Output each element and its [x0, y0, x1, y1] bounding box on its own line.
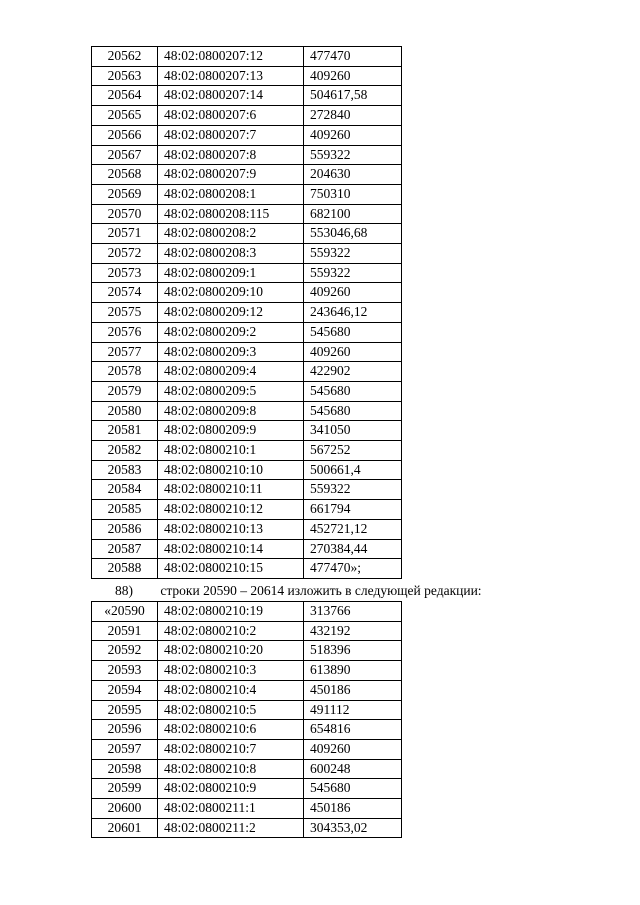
- cadastral-value-cell: 504617,58: [304, 86, 402, 106]
- cadastral-number-cell: 48:02:0800210:3: [158, 661, 304, 681]
- cadastral-value-cell: 553046,68: [304, 224, 402, 244]
- row-number-cell: 20601: [92, 818, 158, 838]
- table-row: [92, 47, 402, 67]
- cadastral-value-cell: 491112: [304, 700, 402, 720]
- cadastral-value-cell: 545680: [304, 401, 402, 421]
- cadastral-value-cell: 613890: [304, 661, 402, 681]
- table-row: [92, 244, 402, 264]
- cadastral-value-cell: 559322: [304, 244, 402, 264]
- cadastral-number-cell: 48:02:0800207:9: [158, 165, 304, 185]
- row-number-cell: 20587: [92, 539, 158, 559]
- table-row: [92, 145, 402, 165]
- row-number-cell: 20600: [92, 799, 158, 819]
- cadastral-value-cell: 450186: [304, 680, 402, 700]
- cadastral-value-cell: 559322: [304, 263, 402, 283]
- table-row: [92, 739, 402, 759]
- table-row: [92, 700, 402, 720]
- cadastral-value-cell: 304353,02: [304, 818, 402, 838]
- cadastral-value-cell: 422902: [304, 362, 402, 382]
- cadastral-value-cell: 270384,44: [304, 539, 402, 559]
- row-number-cell: 20578: [92, 362, 158, 382]
- cadastral-number-cell: 48:02:0800210:10: [158, 460, 304, 480]
- cadastral-number-cell: 48:02:0800210:7: [158, 739, 304, 759]
- cadastral-number-cell: 48:02:0800210:13: [158, 519, 304, 539]
- row-number-cell: 20579: [92, 381, 158, 401]
- table-row: [92, 539, 402, 559]
- cadastral-value-cell: 409260: [304, 66, 402, 86]
- cadastral-value-cell: 272840: [304, 106, 402, 126]
- row-number-cell: 20593: [92, 661, 158, 681]
- row-number-cell: 20568: [92, 165, 158, 185]
- table-row: [92, 559, 402, 579]
- table-row: [92, 602, 402, 622]
- table-row: [92, 621, 402, 641]
- cadastral-number-cell: 48:02:0800207:7: [158, 125, 304, 145]
- table-row: [92, 759, 402, 779]
- cadastral-value-cell: 409260: [304, 283, 402, 303]
- cadastral-number-cell: 48:02:0800209:4: [158, 362, 304, 382]
- cadastral-value-cell: 559322: [304, 480, 402, 500]
- table-row: [92, 342, 402, 362]
- table-row: [92, 441, 402, 461]
- cadastral-number-cell: 48:02:0800208:1: [158, 184, 304, 204]
- table-row: [92, 421, 402, 441]
- table-row: [92, 460, 402, 480]
- row-number-cell: 20588: [92, 559, 158, 579]
- cadastral-value-cell: 654816: [304, 720, 402, 740]
- row-number-cell: 20597: [92, 739, 158, 759]
- cadastral-value-cell: 750310: [304, 184, 402, 204]
- table-body: [92, 47, 402, 579]
- row-number-cell: 20598: [92, 759, 158, 779]
- row-number-cell: 20574: [92, 283, 158, 303]
- row-number-cell: 20564: [92, 86, 158, 106]
- table-row: [92, 66, 402, 86]
- table-row: [92, 500, 402, 520]
- cadastral-value-cell: 600248: [304, 759, 402, 779]
- table-row: [92, 680, 402, 700]
- cadastral-number-cell: 48:02:0800211:2: [158, 818, 304, 838]
- cadastral-number-cell: 48:02:0800207:13: [158, 66, 304, 86]
- table-row: [92, 799, 402, 819]
- cadastral-number-cell: 48:02:0800207:12: [158, 47, 304, 67]
- table-body: [92, 602, 402, 838]
- cadastral-value-cell: 545680: [304, 381, 402, 401]
- row-number-cell: 20592: [92, 641, 158, 661]
- table-row: [92, 818, 402, 838]
- cadastral-number-cell: 48:02:0800209:1: [158, 263, 304, 283]
- row-number-cell: 20582: [92, 441, 158, 461]
- cadastral-value-cell: 545680: [304, 779, 402, 799]
- row-number-cell: 20567: [92, 145, 158, 165]
- row-number-cell: 20586: [92, 519, 158, 539]
- row-number-cell: 20575: [92, 303, 158, 323]
- cadastral-value-cell: 500661,4: [304, 460, 402, 480]
- cadastral-value-cell: 204630: [304, 165, 402, 185]
- cadastral-value-cell: 243646,12: [304, 303, 402, 323]
- cadastral-number-cell: 48:02:0800209:10: [158, 283, 304, 303]
- row-number-cell: 20569: [92, 184, 158, 204]
- table-row: [92, 720, 402, 740]
- cadastral-value-cell: 452721,12: [304, 519, 402, 539]
- row-number-cell: 20599: [92, 779, 158, 799]
- cadastral-number-cell: 48:02:0800208:2: [158, 224, 304, 244]
- cadastral-value-cell: 477470: [304, 47, 402, 67]
- table-row: [92, 779, 402, 799]
- cadastral-value-cell: 313766: [304, 602, 402, 622]
- cadastral-table-top: [91, 46, 402, 579]
- table-row: [92, 381, 402, 401]
- row-number-cell: 20594: [92, 680, 158, 700]
- cadastral-number-cell: 48:02:0800210:6: [158, 720, 304, 740]
- cadastral-value-cell: 477470»;: [304, 559, 402, 579]
- amendment-paragraph: [91, 581, 611, 601]
- table-row: [92, 165, 402, 185]
- table-row: [92, 106, 402, 126]
- cadastral-number-cell: 48:02:0800210:14: [158, 539, 304, 559]
- cadastral-number-cell: 48:02:0800210:2: [158, 621, 304, 641]
- cadastral-value-cell: 341050: [304, 421, 402, 441]
- table-row: [92, 661, 402, 681]
- cadastral-number-cell: 48:02:0800207:14: [158, 86, 304, 106]
- row-number-cell: 20591: [92, 621, 158, 641]
- row-number-cell: 20583: [92, 460, 158, 480]
- table-row: [92, 86, 402, 106]
- row-number-cell: 20572: [92, 244, 158, 264]
- cadastral-number-cell: 48:02:0800211:1: [158, 799, 304, 819]
- table-row: [92, 125, 402, 145]
- table-row: [92, 303, 402, 323]
- cadastral-value-cell: 567252: [304, 441, 402, 461]
- cadastral-number-cell: 48:02:0800210:20: [158, 641, 304, 661]
- table-row: [92, 184, 402, 204]
- cadastral-number-cell: 48:02:0800210:8: [158, 759, 304, 779]
- cadastral-number-cell: 48:02:0800210:19: [158, 602, 304, 622]
- cadastral-value-cell: 409260: [304, 342, 402, 362]
- row-number-cell: 20566: [92, 125, 158, 145]
- cadastral-number-cell: 48:02:0800209:5: [158, 381, 304, 401]
- table-row: [92, 519, 402, 539]
- table-row: [92, 224, 402, 244]
- row-number-cell: 20585: [92, 500, 158, 520]
- table-row: [92, 362, 402, 382]
- cadastral-number-cell: 48:02:0800208:3: [158, 244, 304, 264]
- cadastral-value-cell: 518396: [304, 641, 402, 661]
- table-row: [92, 641, 402, 661]
- cadastral-number-cell: 48:02:0800210:15: [158, 559, 304, 579]
- table-row: [92, 480, 402, 500]
- table-row: [92, 401, 402, 421]
- cadastral-value-cell: 661794: [304, 500, 402, 520]
- row-number-cell: 20562: [92, 47, 158, 67]
- row-number-cell: 20571: [92, 224, 158, 244]
- amendment-number: 88): [115, 583, 133, 598]
- cadastral-number-cell: 48:02:0800209:9: [158, 421, 304, 441]
- cadastral-number-cell: 48:02:0800209:8: [158, 401, 304, 421]
- cadastral-number-cell: 48:02:0800210:5: [158, 700, 304, 720]
- cadastral-value-cell: 545680: [304, 322, 402, 342]
- cadastral-number-cell: 48:02:0800210:1: [158, 441, 304, 461]
- cadastral-number-cell: 48:02:0800207:6: [158, 106, 304, 126]
- table-row: [92, 283, 402, 303]
- row-number-cell: 20565: [92, 106, 158, 126]
- cadastral-value-cell: 450186: [304, 799, 402, 819]
- cadastral-number-cell: 48:02:0800210:9: [158, 779, 304, 799]
- cadastral-value-cell: 682100: [304, 204, 402, 224]
- cadastral-value-cell: 409260: [304, 739, 402, 759]
- cadastral-value-cell: 432192: [304, 621, 402, 641]
- cadastral-number-cell: 48:02:0800210:12: [158, 500, 304, 520]
- table-row: [92, 204, 402, 224]
- cadastral-number-cell: 48:02:0800210:4: [158, 680, 304, 700]
- cadastral-number-cell: 48:02:0800209:12: [158, 303, 304, 323]
- row-number-cell: 20570: [92, 204, 158, 224]
- row-number-cell: 20596: [92, 720, 158, 740]
- row-number-cell: 20580: [92, 401, 158, 421]
- cadastral-table-bottom: [91, 601, 402, 838]
- cadastral-number-cell: 48:02:0800207:8: [158, 145, 304, 165]
- row-number-cell: 20577: [92, 342, 158, 362]
- cadastral-number-cell: 48:02:0800210:11: [158, 480, 304, 500]
- cadastral-number-cell: 48:02:0800209:2: [158, 322, 304, 342]
- row-number-cell: 20581: [92, 421, 158, 441]
- row-number-cell: 20563: [92, 66, 158, 86]
- row-number-cell: 20584: [92, 480, 158, 500]
- row-number-cell: «20590: [92, 602, 158, 622]
- cadastral-value-cell: 559322: [304, 145, 402, 165]
- row-number-cell: 20595: [92, 700, 158, 720]
- row-number-cell: 20576: [92, 322, 158, 342]
- table-row: [92, 263, 402, 283]
- table-row: [92, 322, 402, 342]
- row-number-cell: 20573: [92, 263, 158, 283]
- amendment-text: строки 20590 – 20614 изложить в следующей редакции:: [160, 583, 482, 598]
- cadastral-value-cell: 409260: [304, 125, 402, 145]
- cadastral-number-cell: 48:02:0800209:3: [158, 342, 304, 362]
- cadastral-number-cell: 48:02:0800208:115: [158, 204, 304, 224]
